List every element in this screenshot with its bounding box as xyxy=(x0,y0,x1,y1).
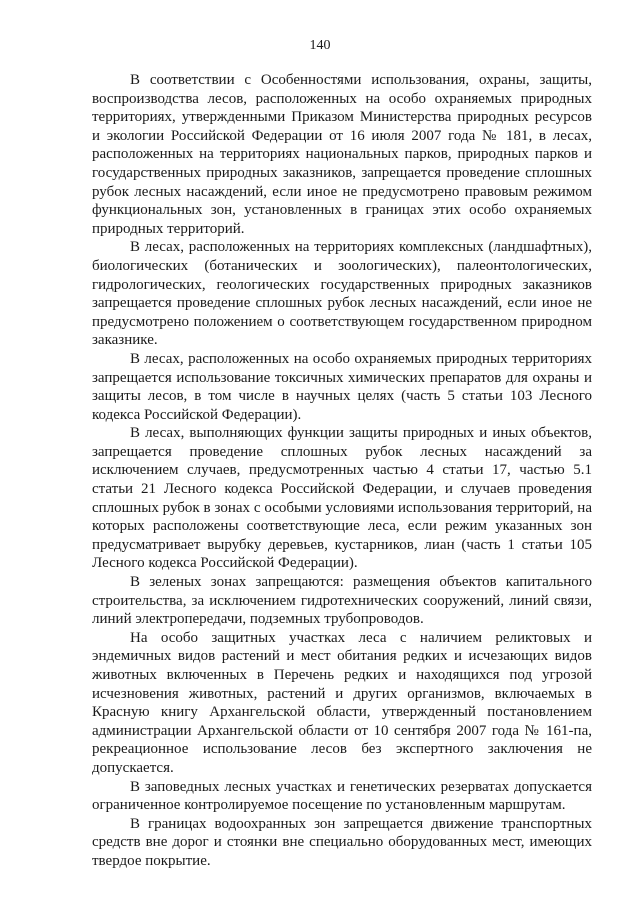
paragraph-1: В соответствии с Особенностями использования, охраны, защиты, воспроизводства лесов, расположенных на особо охраняемых природных территориях, утвержденными Приказом Министерства природных ресурсов и экологии Российской Федерации от 16 июля 2007 года № 181, в лесах, расположенных на территориях национальных парков, природных парков и государственных природных заказников, запрещается проведение сплошных рубок лесных насаждений, если иное не предусмотрено правовым режимом функциональных зон, установленных в границах этих особо охраняемых природных территорий. xyxy=(92,72,592,237)
paragraph-2: В лесах, расположенных на территориях комплексных (ландшафтных), биологических (ботанических и зоологических), палеонтологических, гидрологических, геологических государственных природных заказников запрещается проведение сплошных рубок лесных насаждений, если иное не предусмотрено положением о соответствующем государственном природном заказнике. xyxy=(92,239,592,349)
body-text xyxy=(92,71,592,871)
paragraph-4: В лесах, выполняющих функции защиты природных и иных объектов, запрещается проведение сплошных рубок лесных насаждений за исключением случаев, предусмотренных частью 4 статьи 17, частью 5.1 статьи 21 Лесного кодекса Российской Федерации, и случаев проведения сплошных рубок в зонах с особыми условиями использования территорий, на которых расположены соответствующие леса, если режим указанных зон предусматривает вырубку деревьев, кустарников, лиан (часть 1 статьи 105 Лесного кодекса Российской Федерации). xyxy=(92,425,592,572)
paragraph-5: В зеленых зонах запрещаются: размещения объектов капитального строительства, за исключением гидротехнических сооружений, линий связи, линий электропередачи, подземных трубопроводов. xyxy=(92,574,592,628)
page-number: 140 xyxy=(309,38,331,53)
paragraph-7: В заповедных лесных участках и генетических резерватах допускается ограниченное контролируемое посещение по установленным маршрутам. xyxy=(92,778,592,814)
paragraph-3: В лесах, расположенных на особо охраняемых природных территориях запрещается использование токсичных химических препаратов для охраны и защиты лесов, в том числе в научных целях (часть 5 статьи 103 Лесного кодекса Российской Федерации). xyxy=(92,350,592,423)
paragraph-8: В границах водоохранных зон запрещается движение транспортных средств вне дорог и стоянки вне специально оборудованных мест, имеющих твердое покрытие. xyxy=(92,815,592,869)
paragraph-6: На особо защитных участках леса с наличием реликтовых и эндемичных видов растений и мест обитания редких и исчезающих видов животных включенных в Перечень редких и находящихся под угрозой исчезновения животных, растений и других организмов, включаемых в Красную книгу Архангельской области, утвержденный постановлением администрации Архангельской области от 10 сентября 2007 года № 161-па, рекреационное использование лесов без экспертного заключения не допускается. xyxy=(92,629,592,776)
